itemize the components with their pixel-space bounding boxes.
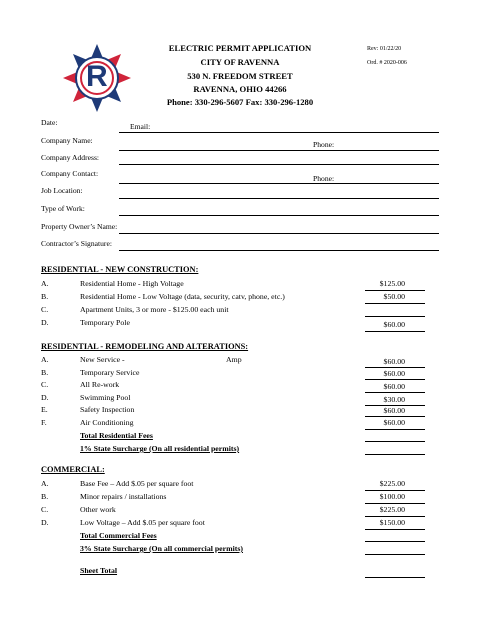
amp-label: Amp (226, 355, 242, 364)
list-item-letter: D. (41, 318, 49, 327)
list-item-letter: A. (41, 479, 49, 488)
fee-amount: $60.00 (383, 382, 405, 391)
phone-fax: Phone: 330-296-5607 Fax: 330-296-1280 (166, 97, 314, 107)
date-email-line[interactable] (119, 132, 439, 133)
fee-amount: $60.00 (383, 406, 405, 415)
list-item-desc: Residential Home - High Voltage (80, 279, 184, 288)
list-item-desc: Temporary Service (80, 368, 140, 377)
list-item-desc: Swimming Pool (80, 393, 131, 402)
list-item-desc: Temporary Pole (80, 318, 130, 327)
phone-label-2: Phone: (313, 174, 335, 183)
contractor-signature-line[interactable] (119, 250, 439, 251)
fee-amount: $100.00 (379, 492, 405, 501)
residential-surcharge-line[interactable] (365, 454, 425, 455)
city-state-zip: RAVENNA, OHIO 44266 (193, 84, 287, 94)
list-item-desc: New Service - (80, 355, 125, 364)
street-address: 530 N. FREEDOM STREET (187, 71, 293, 81)
list-item-letter: D. (41, 393, 49, 402)
list-item-letter: E. (41, 405, 48, 414)
fee-amount: $125.00 (379, 279, 405, 288)
fee-amount: $60.00 (383, 320, 405, 329)
section-residential-remodel: RESIDENTIAL - REMODELING AND ALTERATIONS: (41, 342, 249, 351)
residential-surcharge: 1% State Surcharge (On all residential permits) (80, 444, 240, 453)
list-item-desc: Apartment Units, 3 or more - $125.00 each unit (80, 305, 229, 314)
total-residential-fees: Total Residential Fees (80, 431, 153, 440)
list-item-desc: Base Fee – Add $.05 per square foot (80, 479, 194, 488)
fee-line[interactable] (365, 316, 425, 317)
fee-line[interactable] (365, 379, 425, 380)
company-name-line[interactable] (119, 150, 439, 151)
list-item-letter: C. (41, 380, 49, 389)
logo-letter: R (86, 60, 108, 93)
property-owner-label: Property Owner’s Name: (41, 222, 118, 231)
company-name-label: Company Name: (41, 136, 93, 145)
fee-line[interactable] (365, 392, 425, 393)
revision-date: Rev: 01/22/20 (367, 46, 402, 52)
sheet-total: Sheet Total (80, 566, 118, 575)
fee-amount: $60.00 (383, 357, 405, 366)
job-location-line[interactable] (119, 198, 439, 199)
job-location-label: Job Location: (41, 186, 83, 195)
fee-amount: $150.00 (379, 518, 405, 527)
city-name: CITY OF RAVENNA (200, 57, 280, 67)
list-item-desc: Other work (80, 505, 116, 514)
list-item-letter: A. (41, 279, 49, 288)
list-item-desc: All Re-work (80, 380, 120, 389)
section-residential-new: RESIDENTIAL - NEW CONSTRUCTION: (41, 265, 199, 274)
fee-amount: $60.00 (383, 418, 405, 427)
list-item-desc: Minor repairs / installations (80, 492, 167, 501)
fee-amount: $60.00 (383, 369, 405, 378)
type-of-work-label: Type of Work: (41, 204, 85, 213)
total-residential-line[interactable] (365, 441, 425, 442)
list-item-letter: F. (41, 418, 47, 427)
list-item-letter: B. (41, 492, 49, 501)
commercial-surcharge-line[interactable] (365, 554, 425, 555)
company-contact-label: Company Contact: (41, 169, 99, 178)
fee-line[interactable] (365, 416, 425, 417)
type-of-work-line[interactable] (119, 215, 439, 216)
list-item-letter: C. (41, 505, 49, 514)
fee-line[interactable] (365, 303, 425, 304)
list-item-desc: Safety Inspection (80, 405, 135, 414)
fee-line[interactable] (365, 490, 425, 491)
fee-line[interactable] (365, 429, 425, 430)
fee-line[interactable] (365, 290, 425, 291)
fee-line[interactable] (365, 331, 425, 332)
fee-line[interactable] (365, 503, 425, 504)
list-item-desc: Residential Home - Low Voltage (data, security, catv, phone, etc.) (80, 292, 285, 301)
fee-line[interactable] (365, 367, 425, 368)
fee-amount: $30.00 (383, 395, 405, 404)
form-title: ELECTRIC PERMIT APPLICATION (168, 43, 312, 53)
property-owner-line[interactable] (119, 233, 439, 234)
list-item-desc: Low Voltage – Add $.05 per square foot (80, 518, 205, 527)
total-commercial-fees: Total Commercial Fees (80, 531, 157, 540)
phone-label-1: Phone: (313, 140, 335, 149)
company-address-line[interactable] (119, 164, 439, 165)
date-label: Date: (41, 118, 58, 127)
sheet-total-line[interactable] (365, 577, 425, 578)
fee-amount: $225.00 (379, 479, 405, 488)
list-item-desc: Air Conditioning (80, 418, 134, 427)
company-address-label: Company Address: (41, 153, 100, 162)
list-item-letter: D. (41, 518, 49, 527)
company-contact-line[interactable] (119, 183, 439, 184)
commercial-surcharge: 3% State Surcharge (On all commercial permits) (80, 544, 243, 553)
list-item-letter: A. (41, 355, 49, 364)
ordinance-number: Ord. # 2020-006 (367, 60, 407, 66)
section-commercial: COMMERCIAL: (41, 465, 105, 474)
list-item-letter: C. (41, 305, 49, 314)
total-commercial-line[interactable] (365, 541, 425, 542)
contractor-signature-label: Contractor’s Signature: (41, 239, 112, 248)
fee-amount: $50.00 (383, 292, 405, 301)
fee-line[interactable] (365, 516, 425, 517)
email-label: Email: (130, 122, 151, 131)
city-logo (62, 43, 132, 113)
fee-line[interactable] (365, 529, 425, 530)
list-item-letter: B. (41, 368, 49, 377)
list-item-letter: B. (41, 292, 49, 301)
fee-amount: $225.00 (379, 505, 405, 514)
